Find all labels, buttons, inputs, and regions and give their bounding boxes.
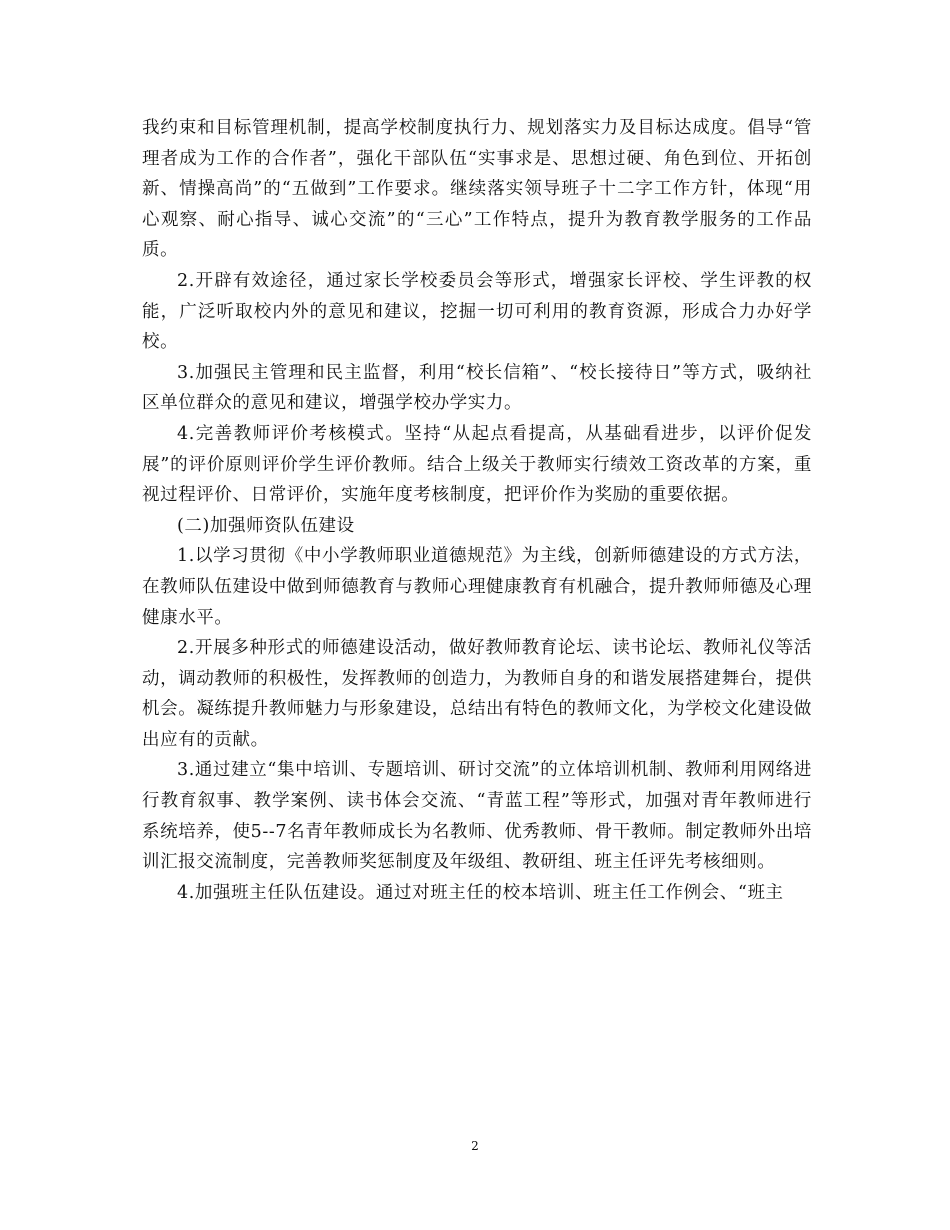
paragraph-item-2-parents: 2.开辟有效途径，通过家长学校委员会等形式，增强家长评校、学生评教的权能，广泛听取校内外的意见和建议，挖掘一切可利用的教育资源，形成合力办好学校。: [142, 270, 812, 353]
paragraph-teacher-item-2: 2.开展多种形式的师德建设活动，做好教师教育论坛、读书论坛、教师礼仪等活动，调动教师的积极性，发挥教师的创造力，为教师自身的和谐发展搭建舞台，提供机会。凝练提升教师魅力与形象建设，总结出有特色的教师文化，为学校文化建设做出应有的贡献。: [142, 638, 812, 750]
section-heading-teachers: (二)加强师资队伍建设: [177, 515, 355, 536]
paragraph-continuation: 我约束和目标管理机制，提高学校制度执行力、规划落实力及目标达成度。倡导“管理者成为工作的合作者”，强化干部队伍“实事求是、思想过硬、角色到位、开拓创新、情操高尚”的“五做到”工作要求。继续落实领导班子十二字工作方针，体现“用心观察、耐心指导、诚心交流”的“三心”工作特点，提升为教育教学服务的工作品质。: [142, 118, 812, 261]
paragraph-item-4-evaluation: 4.完善教师评价考核模式。坚持“从起点看提高，从基础看进步，以评价促发展”的评价原则评价学生评价教师。结合上级关于教师实行绩效工资改革的方案，重视过程评价、日常评价，实施年度考核制度，把评价作为奖励的重要依据。: [142, 423, 812, 506]
paragraph-teacher-item-4: 4.加强班主任队伍建设。通过对班主任的校本培训、班主任工作例会、“班主: [177, 882, 784, 903]
page-number: 2: [471, 1139, 479, 1153]
document-body: [142, 113, 812, 908]
paragraph-item-3-democracy: 3.加强民主管理和民主监督，利用“校长信箱”、“校长接待日”等方式，吸纳社区单位群众的意见和建议，增强学校办学实力。: [142, 362, 812, 414]
paragraph-teacher-item-1: 1.以学习贯彻《中小学教师职业道德规范》为主线，创新师德建设的方式方法，在教师队伍建设中做到师德教育与教师心理健康教育有机融合，提升教师师德及心理健康水平。: [142, 546, 812, 628]
paragraph-teacher-item-3: 3.通过建立“集中培训、专题培训、研讨交流”的立体培训机制、教师利用网络进行教育叙事、教学案例、读书体会交流、“青蓝工程”等形式，加强对青年教师进行系统培养，使5--7名青年教师成长为名教师、优秀教师、骨干教师。制定教师外出培训汇报交流制度，完善教师奖惩制度及年级组、教研组、班主任评先考核细则。: [142, 760, 812, 873]
